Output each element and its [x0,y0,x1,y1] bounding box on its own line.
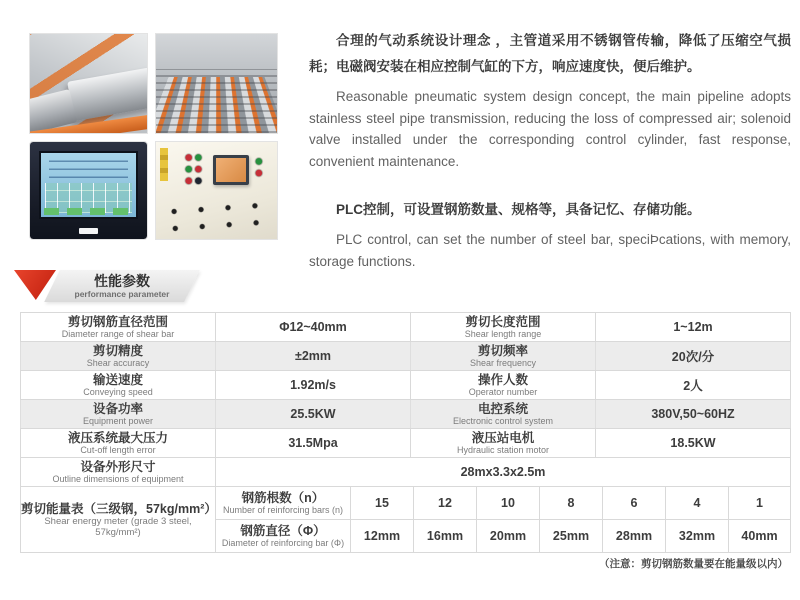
diameter-value: 25mm [540,520,603,553]
param-value: 1~12m [596,313,791,342]
table-row [21,342,791,371]
hmi-logo [79,228,98,234]
param-label: 操作人数 Operator number [411,371,596,400]
bars-value: 8 [540,487,603,520]
param-value: 25.5KW [216,400,411,429]
param-label: 输送速度 Conveying speed [21,371,216,400]
diameter-value: 16mm [414,520,477,553]
machine-block [67,66,147,120]
energy-meter-label: 剪切能量表（三级钢，57kg/mm²） Shear energy meter (grade 3 steel, 57kg/mm²) [21,487,216,553]
param-label: 设备功率 Equipment power [21,400,216,429]
intro-paragraph-en-2: PLC control, can set the number of steel bar, speciÞcations, with memory, storage functions. [309,232,791,269]
param-label: 剪切频率 Shear frequency [411,342,596,371]
param-value: 2人 [596,371,791,400]
intro-text [309,28,791,272]
bars-value: 10 [477,487,540,520]
bars-value: 1 [729,487,791,520]
param-value: 380V,50~60HZ [596,400,791,429]
param-value: ±2mm [216,342,411,371]
section-header [0,266,800,304]
bars-value: 4 [666,487,729,520]
cabinet-screen [213,155,249,185]
param-label: 液压系统最大压力 Cut-off length error [21,429,216,458]
diameter-value: 28mm [603,520,666,553]
intro-paragraph-zh-1: 合理的气动系统设计理念 ，主管道采用不锈钢管传输，降低了压缩空气损耗；电磁阀安装在相应控制气缸的下方，响应速度快，便后维护。 [309,33,791,74]
table-row [21,400,791,429]
table-row [21,429,791,458]
photo-control-cabinet [156,142,277,239]
param-label: 剪切精度 Shear accuracy [21,342,216,371]
diameter-value: 32mm [666,520,729,553]
diameter-label: 钢筋直径（Φ） Diameter of reinforcing bar (Φ) [216,520,351,553]
diameter-value: 20mm [477,520,540,553]
param-value: 20次/分 [596,342,791,371]
param-value: 31.5Mpa [216,429,411,458]
bars-label: 钢筋根数（n） Number of reinforcing bars (n) [216,487,351,520]
intro-paragraph-en-1: Reasonable pneumatic system design concept, the main pipeline adopts stainless steel pipe transmission, reducing the loss of compressed air; solenoid valve installed under the corresponding control cylinder, fast response, convenient maintenance. [309,89,791,169]
hmi-buttons [44,208,133,215]
photo-shear-machine [30,34,147,133]
section-subtitle: performance parameter [74,288,170,299]
bars-value: 15 [351,487,414,520]
intro-paragraph-zh-2: PLC控制，可设置钢筋数量、规格等，具备记忆、存储功能。 [336,202,701,217]
bars-value: 6 [603,487,666,520]
param-value: Φ12~40mm [216,313,411,342]
product-photos [30,34,277,239]
conveyor-rails [156,77,277,133]
param-label: 剪切钢筋直径范围 Diameter range of shear bar [21,313,216,342]
photo-touchscreen-hmi [30,142,147,239]
bars-value: 12 [414,487,477,520]
section-banner [44,270,200,302]
param-label: 电控系统 Electronic control system [411,400,596,429]
param-value: 1.92m/s [216,371,411,400]
param-value: 28mx3.3x2.5m [216,458,791,487]
spec-table [20,312,791,487]
param-value: 18.5KW [596,429,791,458]
table-row [21,371,791,400]
diameter-value: 40mm [729,520,791,553]
energy-table [20,486,791,553]
section-title: 性能参数 [94,272,150,289]
table-row-bars [21,487,791,520]
param-label: 设备外形尺寸 Outline dimensions of equipment [21,458,216,487]
cabinet-side [160,148,168,181]
param-label: 剪切长度范围 Shear length range [411,313,596,342]
diameter-value: 12mm [351,520,414,553]
table-row [21,313,791,342]
table-row-outline-dimensions [21,458,791,487]
table-footnote: （注意：剪切钢筋数量要在能量级以内） [599,558,788,570]
photo-conveyor-line [156,34,277,133]
param-label: 液压站电机 Hydraulic station motor [411,429,596,458]
